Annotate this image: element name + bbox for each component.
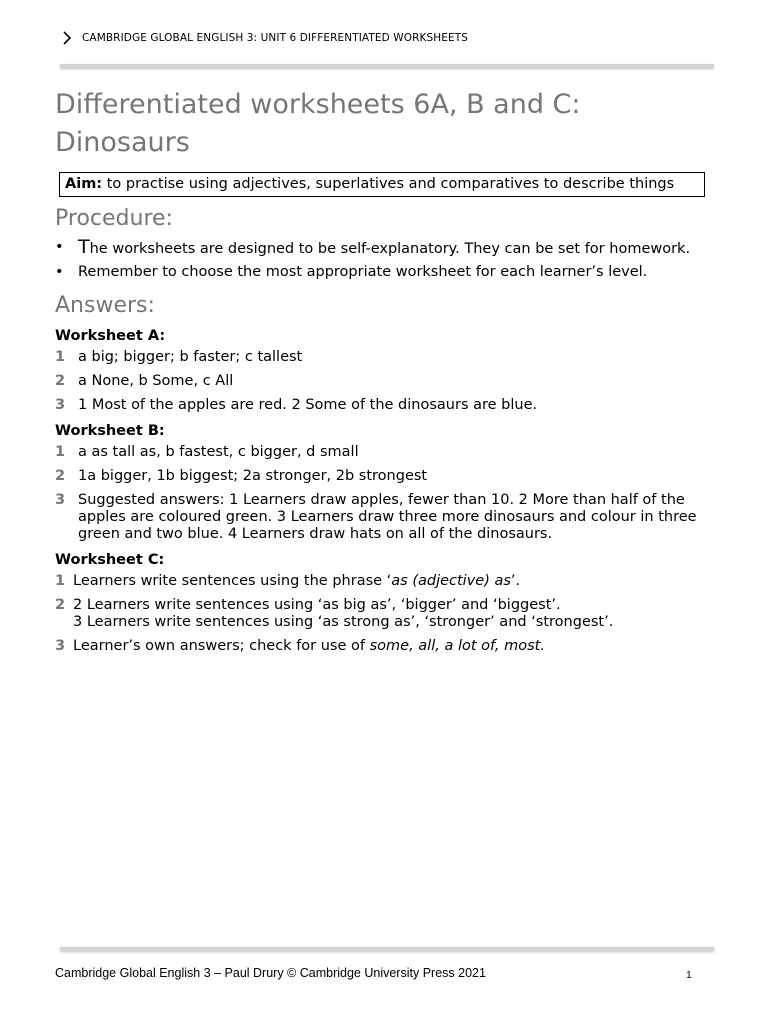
answer-text-line: Suggested answers: 1 Learners draw apples, fewer than 10. 2 More than half of the [78, 492, 685, 508]
worksheet-b-answers [55, 444, 715, 543]
procedure-item [55, 236, 715, 260]
answer-text: 1 Most of the apples are red. 2 Some of the dinosaurs are blue. [78, 397, 538, 413]
footer-copyright: Cambridge Global English 3 – Paul Drury © Cambridge University Press 2021 [55, 966, 486, 980]
answer-number: 2 [55, 373, 66, 389]
worksheet-c-answers [55, 573, 715, 655]
answer-number: 1 [55, 573, 66, 589]
worksheet-b-label: Worksheet B: [55, 423, 165, 439]
answer-text: Learner’s own answers; check for use of [73, 638, 370, 654]
bullet-icon: • [55, 264, 64, 280]
answer-text-line: green and two blue. 4 Learners draw hats on all of the dinosaurs. [78, 526, 553, 542]
answer-item [55, 638, 715, 655]
page-header [60, 30, 468, 46]
answer-number: 3 [55, 397, 66, 413]
answer-number: 1 [55, 349, 66, 365]
title-line-1: Differentiated worksheets 6A, B and C: [55, 89, 581, 120]
procedure-item-text: he worksheets are designed to be self-explanatory. They can be set for homework. [89, 241, 691, 257]
aim-box [59, 172, 705, 197]
answer-text: Learners write sentences using the phrase ‘ [73, 573, 392, 589]
footer-divider [60, 947, 714, 951]
page-number: 1 [686, 969, 692, 981]
answer-text: a as tall as, b fastest, c bigger, d small [78, 444, 359, 460]
answer-text: a big; bigger; b faster; c tallest [78, 349, 303, 365]
procedure-heading: Procedure: [55, 206, 173, 231]
procedure-list [55, 236, 715, 283]
answer-text: a None, b Some, c All [78, 373, 234, 389]
title-line-2: Dinosaurs [55, 127, 190, 158]
answer-item [55, 397, 715, 414]
answer-number: 2 [55, 597, 66, 613]
worksheet-c-label: Worksheet C: [55, 552, 165, 568]
aim-label: Aim: [65, 176, 103, 192]
header-divider [60, 64, 714, 68]
bullet-icon: • [55, 239, 64, 255]
chevron-right-icon [60, 30, 74, 46]
answer-item [55, 444, 715, 461]
header-title: CAMBRIDGE GLOBAL ENGLISH 3: UNIT 6 DIFFERENTIATED WORKSHEETS [82, 32, 469, 44]
answer-text-line: 2 Learners write sentences using ‘as big as’, ‘bigger’ and ‘biggest’. [73, 597, 561, 613]
answer-item [55, 597, 715, 631]
answer-item [55, 468, 715, 485]
answers-heading: Answers: [55, 293, 155, 318]
answer-text-end: ’. [510, 573, 521, 589]
answer-number: 3 [55, 638, 66, 654]
answer-item [55, 492, 715, 543]
document-body [55, 86, 715, 662]
answer-number: 3 [55, 492, 66, 508]
answer-text: 1a bigger, 1b biggest; 2a stronger, 2b strongest [78, 468, 428, 484]
answer-item [55, 373, 715, 390]
answer-number: 2 [55, 468, 66, 484]
answer-text-line: 3 Learners write sentences using ‘as strong as’, ‘stronger’ and ‘strongest’. [73, 614, 614, 630]
answer-text-line: apples are coloured green. 3 Learners draw three more dinosaurs and colour in three [78, 509, 697, 525]
answer-item [55, 573, 715, 590]
procedure-item [55, 261, 715, 283]
worksheet-a-answers [55, 349, 715, 414]
page-title [55, 86, 715, 162]
answer-phrase: some, all, a lot of, most. [369, 638, 545, 654]
worksheet-a-label: Worksheet A: [55, 328, 166, 344]
answer-number: 1 [55, 444, 66, 460]
procedure-item-initial: T [78, 236, 90, 258]
answer-phrase: as (adjective) as [391, 573, 511, 589]
answer-item [55, 349, 715, 366]
procedure-item-text: Remember to choose the most appropriate worksheet for each learner’s level. [78, 264, 648, 280]
aim-text: to practise using adjectives, superlatives and comparatives to describe things [102, 176, 675, 192]
